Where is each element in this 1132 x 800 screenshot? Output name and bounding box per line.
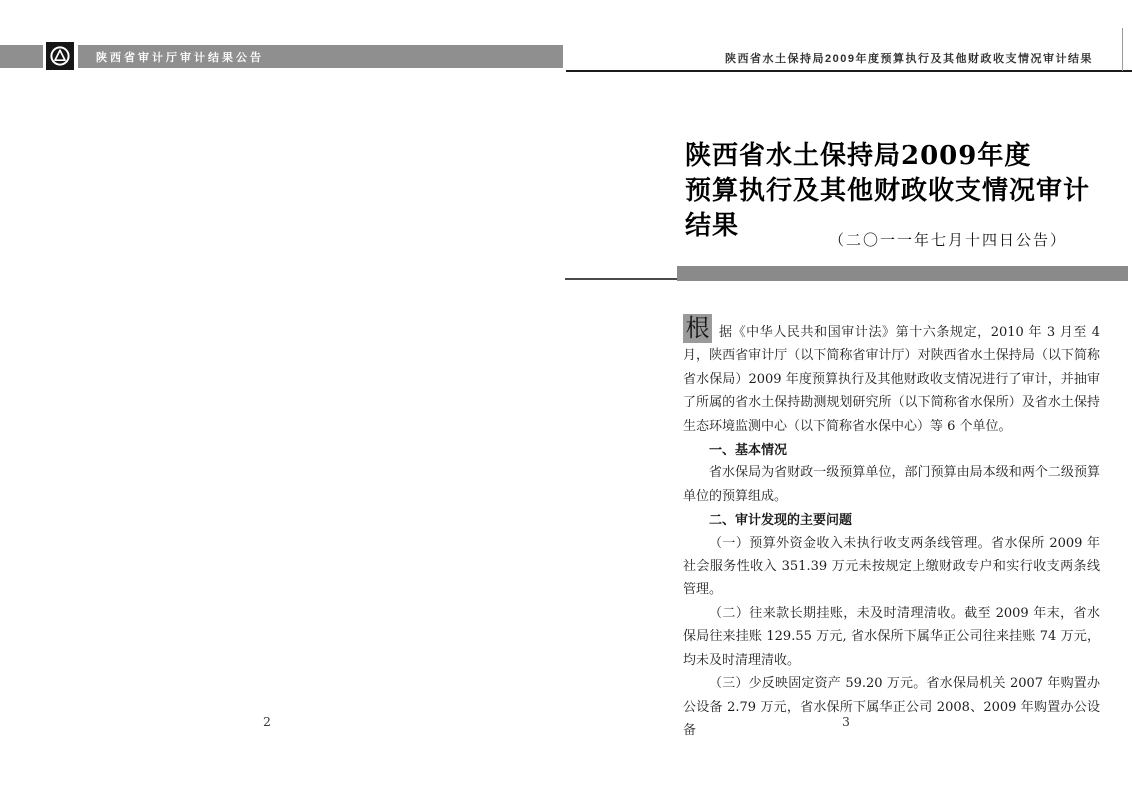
paragraph: 省水保局为省财政一级预算单位，部门预算由局本级和两个二级预算单位的预算组成。	[683, 465, 1100, 504]
section-heading-main-problems: 二、审计发现的主要问题	[709, 512, 853, 528]
header-left-edge-block	[0, 45, 43, 68]
paragraph: （三）少反映固定资产 59.20 万元。省水保局机关 2007 年购置办公设备 2.79 万元，省水保所下属华正公司 2008、2009 年购置办公设备	[683, 676, 1100, 738]
page-title-line1: 陕西省水土保持局2009年度	[685, 141, 1032, 171]
header-rule	[566, 70, 1132, 72]
opening-paragraph-text: 据《中华人民共和国审计法》第十六条规定，2010 年 3 月至 4 月，陕西省审计厅（以下简称省审计厅）对陕西省水土保持局（以下简称省水保局）2009 年度预算执行及其他财政收支情况进行了审计，并抽审了所属的省水土保持勘测规划研究所（以下简称省水保所）及省水土保持生态环境监测中心（以下简称省水保中心）等 6 个单位。	[683, 325, 1100, 434]
dropcap-character: 根	[683, 314, 712, 343]
banner-title: 陕西省审计厅审计结果公告	[96, 51, 264, 64]
header-banner	[78, 45, 563, 68]
paragraph: （二）往来款长期挂账，未及时清理清收。截至 2009 年末，省水保局往来挂账 129.55 万元, 省水保所下属华正公司往来挂账 74 万元，均未及时清理清收。	[683, 605, 1100, 668]
page-number-left: 2	[263, 714, 271, 729]
article-body	[683, 314, 1100, 742]
announcement-date: （二〇一一年七月十四日公告）	[828, 231, 1067, 249]
paragraph: （一）预算外资金收入未执行收支两条线管理。省水保所 2009 年社会服务性收入 351.39 万元未按规定上缴财政专户和实行收支两条线管理。	[683, 535, 1100, 598]
page-number-right: 3	[842, 714, 850, 729]
audit-emblem-icon	[46, 42, 74, 70]
divider-gray-bar	[677, 266, 1128, 281]
opening-paragraph	[683, 314, 1100, 438]
running-title: 陕西省水土保持局2009年度预算执行及其他财政收支情况审计结果	[725, 53, 1093, 65]
page-edge-crop-mark	[1122, 28, 1123, 71]
section-heading-basic-situation: 一、基本情况	[709, 442, 788, 458]
page-title-line2: 预算执行及其他财政收支情况审计结果	[685, 176, 1091, 241]
divider-thin-line	[565, 278, 677, 280]
